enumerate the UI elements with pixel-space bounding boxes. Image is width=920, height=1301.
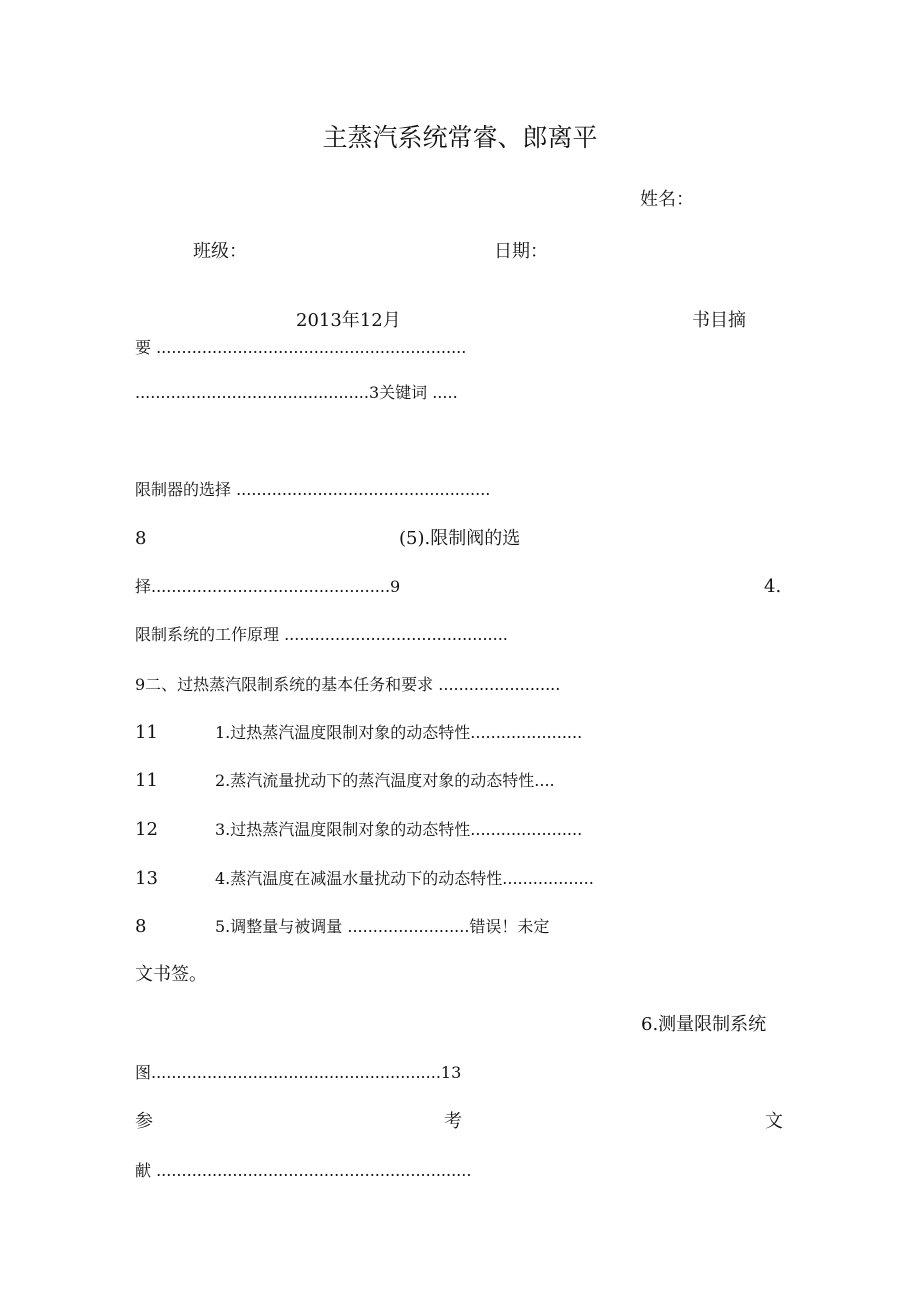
toc-page-8a: 8 bbox=[135, 528, 147, 549]
toc-page-11a: 11 bbox=[135, 722, 158, 743]
toc-page-11b: 11 bbox=[135, 770, 158, 791]
toc-header-tail: 书目摘 bbox=[692, 310, 746, 331]
toc-line-bookmark: 文书签。 bbox=[135, 964, 207, 985]
toc-ref-2: 考 bbox=[444, 1111, 462, 1132]
date-value: 2013年12月 bbox=[296, 310, 401, 331]
toc-line-abstract: 要 ............................................................. bbox=[135, 338, 467, 357]
toc-item-4b: 4.蒸汽温度在减温水量扰动下的动态特性.................. bbox=[215, 869, 594, 888]
toc-item-5: 5.调整量与被调量 ........................错误！未定 bbox=[215, 917, 550, 936]
toc-item-2: 2.蒸汽流量扰动下的蒸汽温度对象的动态特性.... bbox=[215, 771, 555, 790]
toc-item-valve-select: (5).限制阀的选 bbox=[399, 528, 521, 549]
toc-line-valve-select: 择...............................................9 bbox=[135, 577, 401, 596]
date-label: 日期： bbox=[494, 241, 548, 262]
toc-line-keywords: ..............................................3关键词 ..... bbox=[135, 383, 458, 402]
toc-page-12: 12 bbox=[135, 819, 158, 840]
toc-item-6: 6.测量限制系统 bbox=[641, 1014, 767, 1035]
toc-item-4: 4. bbox=[764, 576, 782, 597]
page-title: 主蒸汽系统常睿、郎离平 bbox=[322, 123, 598, 152]
toc-line-diagram: 图.........................................................13 bbox=[135, 1063, 462, 1082]
toc-line-task: 9二、过热蒸汽限制系统的基本任务和要求 ........................ bbox=[135, 675, 561, 694]
toc-item-1: 1.过热蒸汽温度限制对象的动态特性...................... bbox=[215, 723, 583, 742]
toc-line-refs: 献 .............................................................. bbox=[135, 1161, 472, 1180]
class-label: 班级： bbox=[193, 241, 247, 262]
toc-ref-1: 参 bbox=[135, 1111, 153, 1132]
toc-item-3: 3.过热蒸汽温度限制对象的动态特性...................... bbox=[215, 820, 583, 839]
toc-page-13a: 13 bbox=[135, 868, 158, 889]
toc-line-working-principle: 限制系统的工作原理 ............................................ bbox=[135, 625, 508, 644]
toc-line-limiter-select: 限制器的选择 .................................................. bbox=[135, 480, 491, 499]
toc-page-8b: 8 bbox=[135, 916, 147, 937]
toc-ref-3: 文 bbox=[765, 1111, 783, 1132]
name-label: 姓名： bbox=[640, 189, 694, 210]
